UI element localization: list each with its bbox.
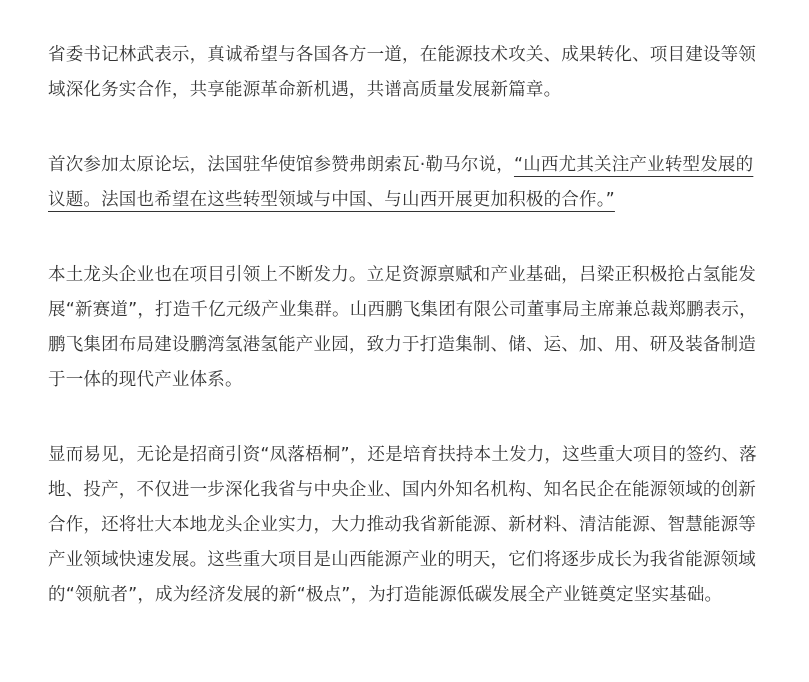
paragraph-provincial-secretary: 省委书记林武表示，真诚希望与各国各方一道，在能源技术攻关、成果转化、项目建设等领域深化务实合作，共享能源革命新机遇，共谱高质量发展新篇章。 xyxy=(48,45,756,100)
underlined-quote: “山西尤其关注产业转型发展的议题。法国也希望在这些转型领域与中国、与山西开展更加积极的合作。” xyxy=(48,155,754,210)
paragraph-local-enterprises: 本土龙头企业也在项目引领上不断发力。立足资源禀赋和产业基础，吕梁正积极抢占氢能发展“新赛道”，打造千亿元级产业集群。山西鹏飞集团有限公司董事局主席兼总裁郑鹏表示，鹏飞集团布局建设鹏湾氢港氢能产业园，致力于打造集制、储、运、加、用、研及装备制造于一体的现代产业体系。 xyxy=(48,265,757,390)
paragraph-french-counselor xyxy=(48,148,764,218)
quote-lead: 首次参加太原论坛，法国驻华使馆参赞弗朗索瓦·勒马尔说， xyxy=(48,155,514,175)
paragraph-conclusion: 显而易见，无论是招商引资“凤落梧桐”，还是培育扶持本土发力，这些重大项目的签约、落地、投产，不仅进一步深化我省与中央企业、国内外知名机构、知名民企在能源领域的创新合作，还将壮大本地龙头企业实力，大力推动我省新能源、新材料、清洁能源、智慧能源等产业领域快速发展。这些重大项目是山西能源产业的明天，它们将逐步成长为我省能源领域的“领航者”，成为经济发展的新“极点”，为打造能源低碳发展全产业链奠定坚实基础。 xyxy=(48,445,757,605)
